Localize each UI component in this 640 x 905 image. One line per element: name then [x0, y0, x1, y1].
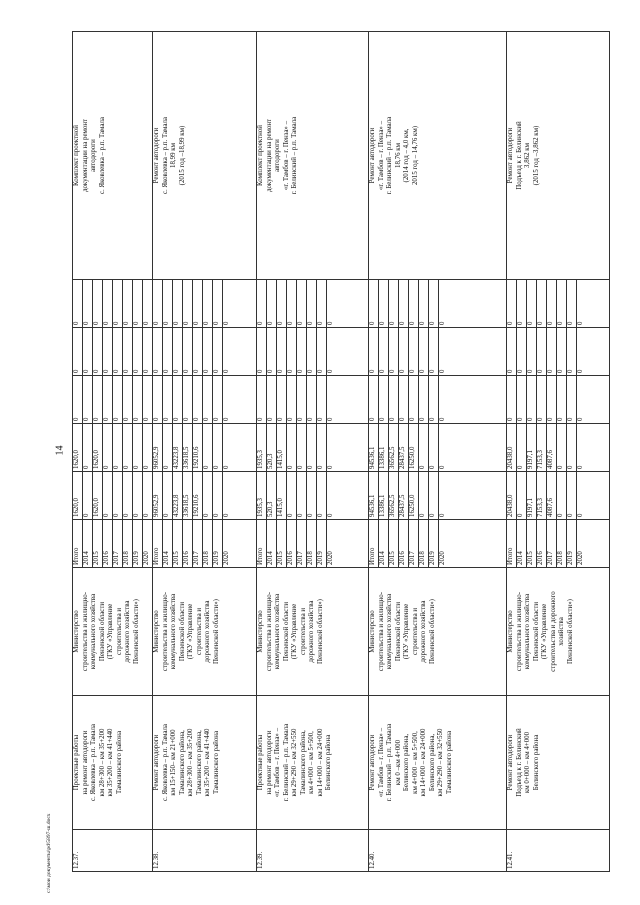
value-cell: 1415,0	[277, 424, 287, 472]
value-cell: 0	[193, 280, 203, 328]
value-cell: 0	[153, 376, 163, 424]
value-cell: 0	[223, 280, 257, 328]
value-cell: 0	[527, 280, 537, 328]
value-cell: 0	[213, 472, 223, 520]
year-cell: 2019	[213, 520, 223, 568]
value-cell: 0	[297, 472, 307, 520]
value-cell: 0	[173, 280, 183, 328]
year-cell: 2017	[409, 520, 419, 568]
year-cell: Итого	[153, 520, 163, 568]
value-cell: 0	[567, 472, 577, 520]
value-cell: 0	[327, 424, 369, 472]
value-cell: 0	[409, 328, 419, 376]
year-cell: Итого	[257, 520, 267, 568]
value-cell: 0	[307, 328, 317, 376]
value-cell: 0	[123, 472, 133, 520]
year-cell: 2014	[163, 520, 173, 568]
item-executor: Министерство строительства и жилищно- коммунального хозяйства Пензенской области (ГКУ «Управление строительства и дорожного хозяйства Пензенской области»)	[73, 568, 153, 696]
value-cell: 0	[123, 328, 133, 376]
value-cell: 0	[379, 376, 389, 424]
value-cell: 0	[389, 376, 399, 424]
item-executor: Министерство строительства и жилищно- коммунального хозяйства Пензенской области (ГКУ «Управление строительства и дорожного хозяйства Пензенской области»)	[369, 568, 507, 696]
year-cell: 2015	[389, 520, 399, 568]
year-cell: Итого	[369, 520, 379, 568]
value-cell: 0	[557, 472, 567, 520]
value-cell: 0	[113, 376, 123, 424]
value-cell: 0	[93, 280, 103, 328]
value-cell: 0	[287, 376, 297, 424]
value-cell: 0	[257, 280, 267, 328]
year-cell: 2020	[439, 520, 507, 568]
value-cell: 0	[223, 472, 257, 520]
year-cell: 2019	[133, 520, 143, 568]
value-cell: 0	[83, 424, 93, 472]
value-cell: 0	[223, 376, 257, 424]
value-cell: 0	[143, 472, 153, 520]
value-cell: 0	[317, 280, 327, 328]
item-name: Ремонт автодороги Подъезд к г. Белинский км 0+000 – км 4+000 Белинского района	[507, 696, 610, 830]
page-number: 14	[54, 445, 66, 456]
value-cell: 0	[163, 472, 173, 520]
value-cell: 0	[133, 424, 143, 472]
value-cell: 0	[567, 328, 577, 376]
value-cell: 0	[399, 376, 409, 424]
item-number: 12.39.	[257, 830, 369, 872]
value-cell: 1620,0	[73, 424, 83, 472]
value-cell: 0	[327, 376, 369, 424]
value-cell: 0	[83, 280, 93, 328]
value-cell: 94536,1	[369, 472, 379, 520]
value-cell: 0	[287, 472, 297, 520]
value-cell: 0	[439, 376, 507, 424]
value-cell: 0	[297, 280, 307, 328]
value-cell: 0	[307, 280, 317, 328]
value-cell: 20438,0	[507, 472, 517, 520]
value-cell: 28437,5	[399, 424, 409, 472]
value-cell: 0	[429, 424, 439, 472]
value-cell: 0	[557, 424, 567, 472]
value-cell: 0	[369, 328, 379, 376]
year-cell: Итого	[73, 520, 83, 568]
value-cell: 0	[327, 472, 369, 520]
value-cell: 0	[439, 424, 507, 472]
value-cell: 0	[439, 472, 507, 520]
value-cell: 0	[83, 328, 93, 376]
value-cell: 0	[257, 328, 267, 376]
value-cell: 28437,5	[399, 472, 409, 520]
value-cell: 0	[203, 280, 213, 328]
program-table	[72, 31, 610, 872]
year-cell: 2014	[267, 520, 277, 568]
value-cell: 9197,1	[527, 472, 537, 520]
value-cell: 0	[143, 280, 153, 328]
year-cell: 2015	[277, 520, 287, 568]
value-cell: 0	[537, 280, 547, 328]
value-cell: 0	[103, 424, 113, 472]
value-cell: 19210,6	[193, 472, 203, 520]
item-result: Комплект проектной документации на ремонт автодороги с. Яковлевка – р.п. Тамала	[73, 32, 153, 280]
table-row	[369, 32, 379, 872]
value-cell: 0	[547, 328, 557, 376]
item-name: Проектные работы на ремонт автодороги с. Яковлевка – р.п. Тамала км 28+300 – км 35+200 км 35+200 – км 41+440 Тамалинского района	[73, 696, 153, 830]
value-cell: 0	[183, 328, 193, 376]
item-name: Ремонт автодороги с. Яковлевка – р.п. Тамала км 15+150– км 21+000 Тамалинского района, км 28+300 – км 35+200 Тамалинского района, км 35+200 – км 41+440 Тамалинского района	[153, 696, 257, 830]
value-cell: 0	[409, 376, 419, 424]
year-cell: 2019	[317, 520, 327, 568]
value-cell: 0	[317, 472, 327, 520]
year-cell: 2018	[557, 520, 567, 568]
value-cell: 0	[517, 472, 527, 520]
year-cell: 2015	[173, 520, 183, 568]
value-cell: 0	[153, 328, 163, 376]
value-cell: 0	[419, 376, 429, 424]
value-cell: 13386,1	[379, 424, 389, 472]
value-cell: 0	[153, 280, 163, 328]
year-cell: 2014	[517, 520, 527, 568]
value-cell: 0	[103, 280, 113, 328]
value-cell: 0	[307, 376, 317, 424]
value-cell: 520,3	[267, 424, 277, 472]
value-cell: 36562,5	[389, 424, 399, 472]
item-executor: Министерство строительства и жилищно- коммунального хозяйства Пензенской области (ГКУ «Управление строительства и дорожного хозяйства Пензенской области»)	[153, 568, 257, 696]
value-cell: 96052,9	[153, 472, 163, 520]
value-cell: 16250,0	[409, 472, 419, 520]
value-cell: 0	[267, 328, 277, 376]
value-cell: 0	[527, 328, 537, 376]
value-cell: 0	[267, 376, 277, 424]
program-table-sheet	[72, 32, 585, 872]
value-cell: 0	[419, 424, 429, 472]
value-cell: 0	[113, 328, 123, 376]
value-cell: 0	[163, 328, 173, 376]
year-cell: 2018	[419, 520, 429, 568]
year-cell: 2016	[183, 520, 193, 568]
item-number: 12.41.	[507, 830, 610, 872]
year-cell: 2016	[287, 520, 297, 568]
value-cell: 1620,0	[93, 424, 103, 472]
value-cell: 0	[307, 472, 317, 520]
year-cell: 2016	[537, 520, 547, 568]
value-cell: 0	[73, 280, 83, 328]
value-cell: 0	[389, 280, 399, 328]
value-cell: 43223,8	[173, 472, 183, 520]
year-cell: 2018	[203, 520, 213, 568]
value-cell: 20438,0	[507, 424, 517, 472]
value-cell: 43223,8	[173, 424, 183, 472]
value-cell: 0	[123, 376, 133, 424]
value-cell: 0	[409, 280, 419, 328]
value-cell: 0	[143, 328, 153, 376]
item-number: 12.37.	[73, 830, 153, 872]
value-cell: 0	[399, 280, 409, 328]
value-cell: 0	[517, 424, 527, 472]
year-cell: 2019	[567, 520, 577, 568]
value-cell: 0	[287, 280, 297, 328]
value-cell: 0	[419, 472, 429, 520]
value-cell: 0	[203, 424, 213, 472]
value-cell: 0	[577, 424, 610, 472]
value-cell: 0	[537, 376, 547, 424]
value-cell: 4087,6	[547, 472, 557, 520]
value-cell: 94536,1	[369, 424, 379, 472]
year-cell: 2020	[223, 520, 257, 568]
value-cell: 33618,5	[183, 472, 193, 520]
value-cell: 0	[439, 280, 507, 328]
value-cell: 0	[507, 376, 517, 424]
value-cell: 0	[143, 424, 153, 472]
value-cell: 0	[123, 280, 133, 328]
value-cell: 0	[223, 328, 257, 376]
value-cell: 1935,3	[257, 424, 267, 472]
year-cell: 2018	[307, 520, 317, 568]
value-cell: 0	[517, 280, 527, 328]
value-cell: 0	[277, 328, 287, 376]
value-cell: 0	[163, 376, 173, 424]
value-cell: 0	[123, 424, 133, 472]
year-cell: 2019	[429, 520, 439, 568]
value-cell: 1935,3	[257, 472, 267, 520]
value-cell: 0	[213, 328, 223, 376]
value-cell: 0	[507, 328, 517, 376]
value-cell: 0	[567, 424, 577, 472]
value-cell: 0	[317, 376, 327, 424]
item-name: Ремонт автодороги «г. Тамбов – г. Пенза» – г. Белинский – р.п. Тамала км 0 –км 4+000 Белинского района, км 4+000 – км 5+500, км 14+000 – км 24+000 Белинского района, км 29+290 – км 32+550 Тамалинского района	[369, 696, 507, 830]
value-cell: 0	[389, 328, 399, 376]
value-cell: 0	[287, 328, 297, 376]
value-cell: 0	[317, 424, 327, 472]
value-cell: 0	[203, 472, 213, 520]
year-cell: 2020	[577, 520, 610, 568]
value-cell: 13386,1	[379, 472, 389, 520]
value-cell: 0	[133, 280, 143, 328]
value-cell: 0	[429, 472, 439, 520]
year-cell: 2016	[103, 520, 113, 568]
value-cell: 0	[517, 328, 527, 376]
year-cell: 2017	[547, 520, 557, 568]
value-cell: 0	[567, 376, 577, 424]
value-cell: 19210,6	[193, 424, 203, 472]
value-cell: 0	[567, 280, 577, 328]
year-cell: 2016	[399, 520, 409, 568]
item-result: Ремонт автодороги Подъезд к г. Белинский 3,862 км (2015 год –3,862 км)	[507, 32, 610, 280]
year-cell: 2017	[113, 520, 123, 568]
value-cell: 0	[369, 376, 379, 424]
value-cell: 0	[327, 328, 369, 376]
item-result: Ремонт автодороги «г. Тамбов – г. Пенза» – г. Белинский – р.п. Тамала 18,76 км (2014 год – 4,0 км, 2015 год – 14,76 км)	[369, 32, 507, 280]
value-cell: 0	[297, 328, 307, 376]
year-cell: 2014	[83, 520, 93, 568]
value-cell: 0	[73, 328, 83, 376]
value-cell: 0	[113, 280, 123, 328]
value-cell: 0	[213, 424, 223, 472]
value-cell: 0	[83, 472, 93, 520]
value-cell: 7153,3	[537, 424, 547, 472]
value-cell: 0	[193, 376, 203, 424]
value-cell: 0	[113, 472, 123, 520]
year-cell: 2015	[527, 520, 537, 568]
value-cell: 0	[429, 376, 439, 424]
value-cell: 0	[429, 328, 439, 376]
value-cell: 0	[419, 280, 429, 328]
table-row	[507, 32, 517, 872]
value-cell: 4087,6	[547, 424, 557, 472]
value-cell: 0	[399, 328, 409, 376]
value-cell: 96052,9	[153, 424, 163, 472]
value-cell: 0	[439, 328, 507, 376]
item-result: Комплект проектной документации на ремонт автодороги «г. Тамбов – г. Пенза» – г. Белинский – р.п. Тамала	[257, 32, 369, 280]
item-number: 12.40.	[369, 830, 507, 872]
footer-file-path: c:\мои документы\pd\5897-ш.docx	[46, 813, 52, 893]
value-cell: 0	[267, 280, 277, 328]
value-cell: 0	[193, 328, 203, 376]
value-cell: 0	[429, 280, 439, 328]
value-cell: 0	[547, 280, 557, 328]
table-row	[257, 32, 267, 872]
year-cell: 2014	[379, 520, 389, 568]
value-cell: 0	[307, 424, 317, 472]
value-cell: 0	[277, 280, 287, 328]
value-cell: 0	[557, 280, 567, 328]
value-cell: 0	[577, 328, 610, 376]
value-cell: 0	[133, 472, 143, 520]
value-cell: 0	[113, 424, 123, 472]
value-cell: 0	[379, 328, 389, 376]
value-cell: 0	[173, 328, 183, 376]
value-cell: 0	[173, 376, 183, 424]
value-cell: 0	[557, 328, 567, 376]
value-cell: 0	[369, 280, 379, 328]
value-cell: 520,3	[267, 472, 277, 520]
value-cell: 0	[223, 424, 257, 472]
value-cell: 0	[577, 376, 610, 424]
value-cell: 0	[133, 328, 143, 376]
value-cell: 0	[507, 280, 517, 328]
year-cell: 2017	[297, 520, 307, 568]
value-cell: 16250,0	[409, 424, 419, 472]
value-cell: 0	[527, 376, 537, 424]
value-cell: 1415,0	[277, 472, 287, 520]
value-cell: 0	[547, 376, 557, 424]
item-name: Проектные работы на ремонт автодороги «г. Тамбов – г. Пенза» – г. Белинский – р.п. Тамала км 29+290 – км 32+550 Тамалинского района, км 4+000 – км 5+500, км 14+000 – км 24+000 Белинского района	[257, 696, 369, 830]
value-cell: 1620,0	[93, 472, 103, 520]
value-cell: 0	[277, 376, 287, 424]
year-cell: Итого	[507, 520, 517, 568]
value-cell: 0	[537, 328, 547, 376]
value-cell: 0	[203, 328, 213, 376]
value-cell: 0	[203, 376, 213, 424]
value-cell: 0	[327, 280, 369, 328]
value-cell: 0	[93, 328, 103, 376]
value-cell: 0	[73, 376, 83, 424]
value-cell: 0	[213, 376, 223, 424]
item-number: 12.38.	[153, 830, 257, 872]
value-cell: 0	[577, 472, 610, 520]
value-cell: 0	[143, 376, 153, 424]
value-cell: 7153,3	[537, 472, 547, 520]
value-cell: 0	[317, 328, 327, 376]
year-cell: 2018	[123, 520, 133, 568]
value-cell: 0	[103, 376, 113, 424]
value-cell: 0	[183, 376, 193, 424]
table-row	[73, 32, 83, 872]
item-result: Ремонт автодороги с. Яковлевка – р.п. Тамала 18,99 км (2015 год –18,99 км)	[153, 32, 257, 280]
year-cell: 2015	[93, 520, 103, 568]
value-cell: 0	[379, 280, 389, 328]
year-cell: 2020	[143, 520, 153, 568]
value-cell: 0	[517, 376, 527, 424]
value-cell: 0	[183, 280, 193, 328]
value-cell: 0	[577, 280, 610, 328]
value-cell: 0	[83, 376, 93, 424]
value-cell: 1620,0	[73, 472, 83, 520]
value-cell: 33618,5	[183, 424, 193, 472]
value-cell: 0	[419, 328, 429, 376]
value-cell: 0	[133, 376, 143, 424]
value-cell: 0	[297, 376, 307, 424]
value-cell: 0	[297, 424, 307, 472]
value-cell: 0	[557, 376, 567, 424]
value-cell: 0	[103, 328, 113, 376]
year-cell: 2020	[327, 520, 369, 568]
value-cell: 36562,5	[389, 472, 399, 520]
table-row	[153, 32, 163, 872]
item-executor: Министерство строительства и жилищно- коммунального хозяйства Пензенской области (ГКУ «Управление строительства и дорожного хозяйства Пензенской области»)	[507, 568, 610, 696]
value-cell: 0	[103, 472, 113, 520]
item-executor: Министерство строительства и жилищно- коммунального хозяйства Пензенской области (ГКУ «Управление строительства и дорожного хозяйства Пензенской области»)	[257, 568, 369, 696]
year-cell: 2017	[193, 520, 203, 568]
value-cell: 0	[93, 376, 103, 424]
value-cell: 0	[213, 280, 223, 328]
value-cell: 0	[287, 424, 297, 472]
value-cell: 0	[257, 376, 267, 424]
value-cell: 0	[163, 424, 173, 472]
value-cell: 0	[163, 280, 173, 328]
value-cell: 9197,1	[527, 424, 537, 472]
